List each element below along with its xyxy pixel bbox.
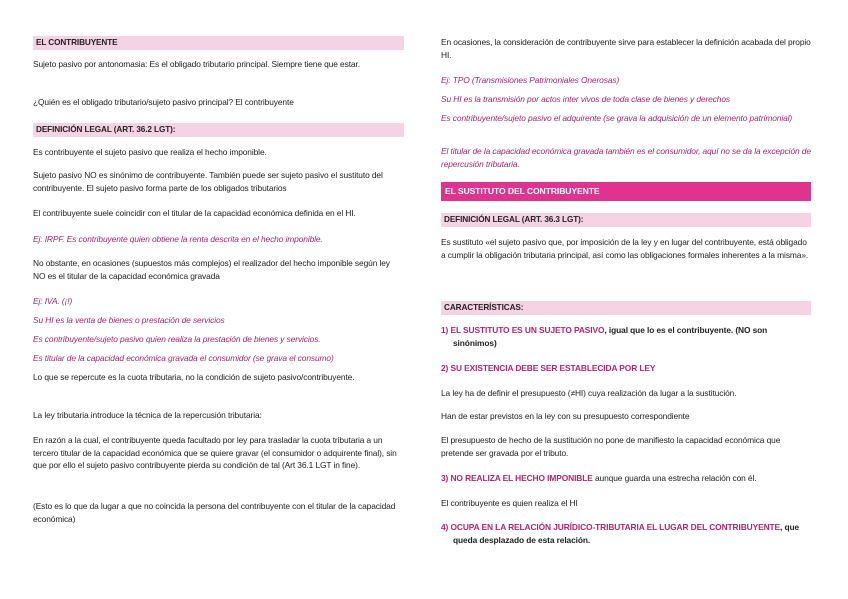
- paragraph-suele-coincidir: El contribuyente suele coincidir con el titular de la capacidad económica definida en el HI.: [33, 208, 356, 218]
- characteristic-3-text: aunque guarda una estrecha relación con él.: [592, 473, 757, 483]
- paragraph-en-ocasiones: En ocasiones, la consideración de contribuyente sirve para establecer la definición acabada del propio HI.: [441, 37, 811, 60]
- paragraph-ley-tributaria: La ley tributaria introduce la técnica de la repercusión tributaria:: [33, 410, 262, 420]
- paragraph-es-sustituto: Es sustituto «el sujeto pasivo que, por imposición de la ley y en lugar del contribuyente, está obligado a cumplir la obligación tributaria principal, así como las obligaciones formales inherentes a la misma».: [441, 237, 809, 260]
- heading-definicion-legal-sustituto: DEFINICIÓN LEGAL (ART. 36.3 LGT):: [441, 213, 811, 227]
- paragraph-no-sinonimo: Sujeto pasivo NO es sinónimo de contribuyente. También puede ser sujeto pasivo el sustituto del contribuyente. El sujeto pasivo forma parte de los obligados tributarios: [33, 170, 383, 193]
- paragraph-no-obstante: No obstante, en ocasiones (supuestos más complejos) el realizador del hecho imponible según ley NO es el titular de la capacidad económica gravada: [33, 258, 390, 281]
- characteristic-2: [441, 362, 811, 375]
- heading-el-contribuyente: EL CONTRIBUYENTE: [33, 36, 404, 50]
- paragraph-ley-define: La ley ha de definir el presupuesto (≠HI) cuya realización da lugar a la sustitución.: [441, 388, 737, 398]
- heading-sustituto: EL SUSTITUTO DEL CONTRIBUYENTE: [441, 182, 811, 201]
- paragraph-quien-es: ¿Quién es el obligado tributario/sujeto pasivo principal? El contribuyente: [33, 97, 294, 107]
- characteristic-3-number: 3): [441, 473, 449, 483]
- characteristic-4-text: , que queda desplazado de esta relación.: [453, 522, 800, 545]
- characteristic-1-title: EL SUSTITUTO ES UN SUJETO PASIVO: [450, 325, 605, 335]
- example-tpo-titular: El titular de la capacidad económica gravada también es el consumidor, aquí no se da la excepción de repercusión tributaria.: [441, 146, 811, 169]
- characteristic-2-title: SU EXISTENCIA DEBE SER ESTABLECIDA POR LEY: [450, 363, 656, 373]
- example-iva-titular: Es titular de la capacidad económica gravada el consumidor (se grava el consumo): [33, 353, 334, 363]
- paragraph-es-contribuyente: Es contribuyente el sujeto pasivo que realiza el hecho imponible.: [33, 147, 267, 157]
- paragraph-repercute: Lo que se repercute es la cuota tributaria, no la condición de sujeto pasivo/contribuyente.: [33, 372, 355, 382]
- example-irpf: Ej: IRPF. Es contribuyente quien obtiene la renta descrita en el hecho imponible.: [33, 234, 323, 244]
- example-iva: Ej: IVA. (¡!): [33, 296, 73, 306]
- example-tpo-hi: Su HI es la transmisión por actos inter vivos de toda clase de bienes y derechos: [441, 94, 731, 104]
- characteristic-1-text: , igual que lo es el contribuyente. (NO son sinónimos): [453, 325, 768, 348]
- characteristic-1-number: 1): [441, 325, 449, 335]
- paragraph-presupuesto-hecho: El presupuesto de hecho de la sustitución no pone de manifiesto la capacidad económica que pretende ser gravada por el tributo.: [441, 435, 781, 458]
- characteristic-4-number: 4): [441, 522, 449, 532]
- paragraph-previstos: Han de estar previstos en la ley con su presupuesto correspondiente: [441, 411, 690, 421]
- paragraph-sujeto-pasivo: Sujeto pasivo por antonomasia: Es el obligado tributario principal. Siempre tiene que estar.: [33, 59, 360, 69]
- paragraph-en-razon: En razón a la cual, el contribuyente queda facultado por ley para trasladar la cuota tributaria a un tercero titular de la capacidad económica que se quiere gravar (el consumidor o adquirente final), sin que por ello el sujeto pasivo contribuyente pierda su condición de tal (Art 36.1 LGT in fine).: [33, 435, 397, 471]
- example-tpo: Ej: TPO (Transmisiones Patrimoniales Onerosas): [441, 75, 620, 85]
- characteristic-4-title: OCUPA EN LA RELACIÓN JURÍDICO-TRIBUTARIA EL LUGAR DEL CONTRIBUYENTE: [450, 522, 781, 532]
- heading-caracteristicas: CARACTERÍSTICAS:: [441, 301, 811, 315]
- heading-definicion-legal: DEFINICIÓN LEGAL (ART. 36.2 LGT):: [33, 123, 404, 137]
- characteristic-4: [441, 521, 811, 546]
- characteristic-1: [441, 324, 811, 349]
- characteristic-3: [441, 472, 811, 485]
- example-tpo-adquirente: Es contribuyente/sujeto pasivo el adquirente (se grava la adquisición de un elemento patrimonial): [441, 113, 793, 123]
- example-iva-contribuyente: Es contribuyente/sujeto pasivo quien realiza la prestación de bienes y servicios.: [33, 334, 321, 344]
- paragraph-esto-es: (Esto es lo que da lugar a que no coincida la persona del contribuyente con el titular de la capacidad económica): [33, 501, 396, 524]
- paragraph-contribuyente-realiza: El contribuyente es quien realiza el HI: [441, 498, 578, 508]
- characteristic-3-title: NO REALIZA EL HECHO IMPONIBLE: [450, 473, 593, 483]
- example-iva-hi: Su HI es la venta de bienes o prestación de servicios: [33, 315, 225, 325]
- characteristic-2-number: 2): [441, 363, 449, 373]
